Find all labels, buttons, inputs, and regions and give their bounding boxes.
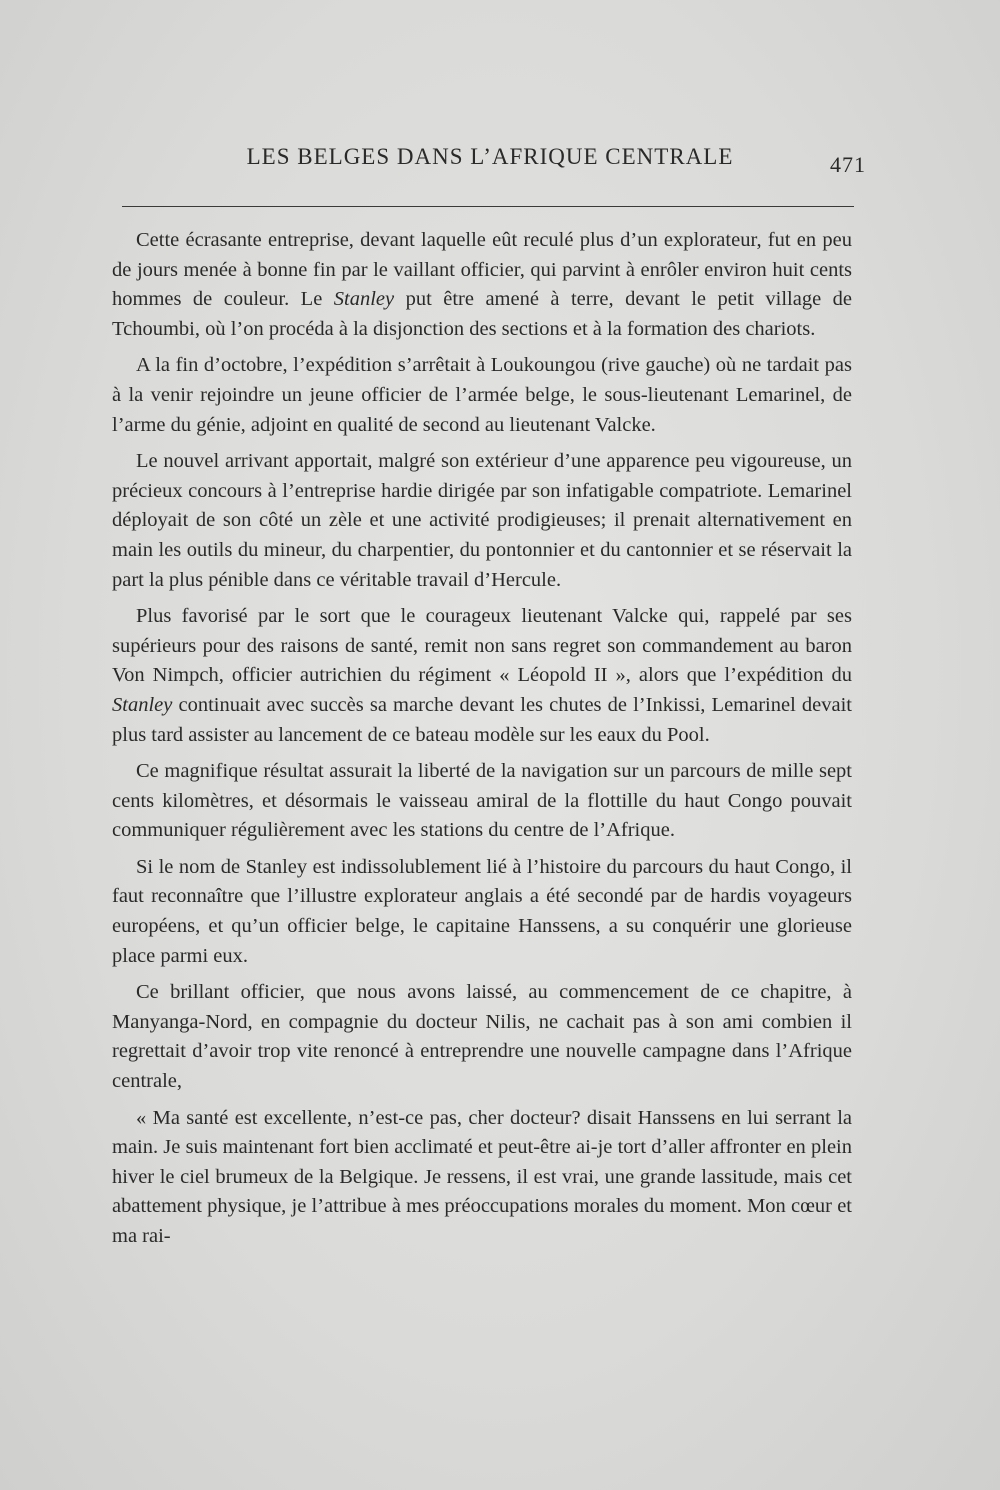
ship-name-stanley: Stanley [112, 693, 173, 716]
paragraph-1-text-a: Cette écrasante entreprise, devant laquelle eût reculé plus d’un explorateur, fut en peu de jours menée à bonne fin par le vaillant officier, qui parvint à enrôler environ huit cents hommes de couleur. Le [112, 229, 852, 311]
paragraph-3: Le nouvel arrivant apportait, malgré son extérieur d’une apparence peu vigoureuse, un précieux concours à l’entreprise hardie dirigée par son infatigable compatriote. Lemarinel déployait de son côté un zèle et une activité prodigieuses; il prenait alternativement en main les outils du mineur, du charpentier, du pontonnier et du cantonnier et se réservait la part la plus pénible dans ce véritable travail d’Hercule. [112, 450, 852, 591]
paragraph-5: Ce magnifique résultat assurait la liberté de la navigation sur un parcours de mille sept cents kilomètres, et désormais le vaisseau amiral de la flottille du haut Congo pouvait communiquer régulièrement avec les stations du centre de l’Afrique. [112, 760, 852, 842]
ship-name-stanley: Stanley [333, 288, 395, 311]
page-number: 471 [830, 152, 866, 177]
running-head [120, 140, 866, 180]
paragraph-4-text-a: Plus favorisé par le sort que le courageux lieutenant Valcke qui, rappelé par ses supérieurs pour des raisons de santé, remit non sans regret son commandement au baron Von Nimpch, officier autrichien du régiment « Léopold II », alors que l’expédition du [112, 605, 852, 687]
running-title: LES BELGES DANS L’AFRIQUE CENTRALE [246, 144, 734, 169]
paragraph-6: Si le nom de Stanley est indissolublement lié à l’histoire du parcours du haut Congo, il faut reconnaître que l’illustre explorateur anglais a été secondé par de hardis voyageurs européens, et qu’un officier belge, le capitaine Hanssens, a su conquérir une glorieuse place parmi eux. [112, 855, 852, 967]
paragraph-4 [112, 602, 852, 750]
body-text [112, 226, 852, 1252]
paragraph-8: « Ma santé est excellente, n’est-ce pas, cher docteur? disait Hanssens en lui serrant la main. Je suis maintenant fort bien acclimaté et peut-être ai-je tort d’aller affronter en plein hiver le ciel brumeux de la Belgique. Je ressens, il est vrai, une grande lassitude, mais cet abattement physique, je l’attribue à mes préoccupations morales du moment. Mon cœur et ma rai- [112, 1106, 852, 1247]
paragraph-4-text-b: continuait avec succès sa marche devant les chutes de l’Inkissi, Lemarinel devait plus tard assister au lancement de ce bateau modèle sur les eaux du Pool. [112, 693, 852, 746]
paragraph-1-text-b: put être amené à terre, devant le petit village de Tchoumbi, où l’on procéda à la disjonction des sections et à la formation des chariots. [112, 288, 852, 340]
header-rule [122, 206, 854, 207]
paragraph-2: A la fin d’octobre, l’expédition s’arrêtait à Loukoungou (rive gauche) où ne tardait pas à la venir rejoindre un jeune officier de l’armée belge, le sous-lieutenant Lemarinel, de l’arme du génie, adjoint en qualité de second au lieutenant Valcke. [112, 354, 852, 436]
paragraph-7: Ce brillant officier, que nous avons laissé, au commencement de ce chapitre, à Manyanga-Nord, en compagnie du docteur Nilis, ne cachait pas à son ami combien il regrettait d’avoir trop vite renoncé à entreprendre une nouvelle campagne dans l’Afrique centrale, [112, 981, 852, 1093]
paragraph-1 [112, 226, 852, 344]
